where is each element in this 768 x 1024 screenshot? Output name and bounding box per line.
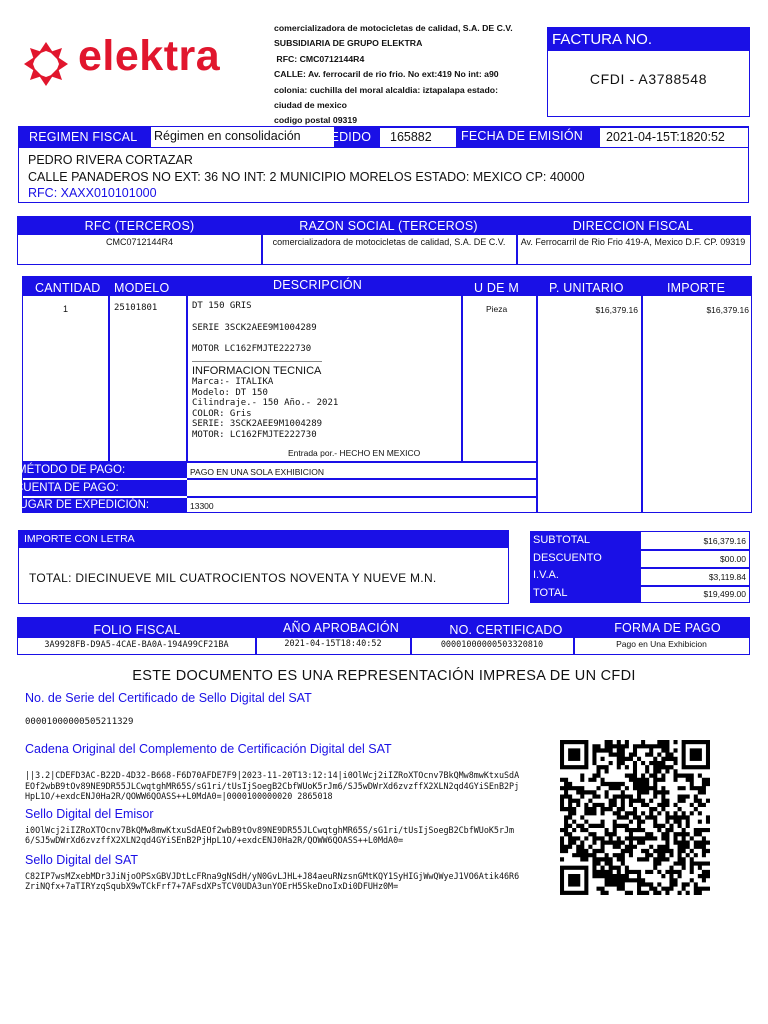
item-modelo: 25101801 <box>114 303 158 313</box>
total-value: $19,499.00 <box>703 589 746 599</box>
customer-address: CALLE PANADEROS NO EXT: 36 NO INT: 2 MUNICIPIO MORELOS ESTADO: MEXICO CP: 40000 <box>28 170 585 184</box>
serie-cert-value: 00001000000505211329 <box>25 717 134 727</box>
anio-aprobacion-label: AÑO APROBACIÓN <box>282 621 400 635</box>
metodo-pago-label: MÉTODO DE PAGO: <box>17 464 126 476</box>
issuer-line: SUBSIDIARIA DE GRUPO ELEKTRA <box>274 38 423 49</box>
fecha-value: 2021-04-15T:1820:52 <box>600 128 748 147</box>
descuento-label: DESCUENTO <box>533 552 602 564</box>
regimen-value: Régimen en consolidación <box>151 127 334 147</box>
issuer-line: codigo postal 09319 <box>274 115 358 126</box>
issuer-line: comercializadora de motocicletas de calidad, S.A. DE C.V. <box>274 23 513 33</box>
issuer-line: colonia: cuchilla del moral alcaldia: iztapalapa estado: <box>274 84 499 95</box>
col-cantidad: CANTIDAD <box>35 281 101 295</box>
item-cantidad: 1 <box>63 304 69 314</box>
cadena-label: Cadena Original del Complemento de Certificación Digital del SAT <box>25 742 392 756</box>
desc-entrada: Entrada por.- HECHO EN MEXICO <box>288 448 421 458</box>
no-certificado-label: NO. CERTIFICADO <box>449 623 563 637</box>
total-label: TOTAL <box>533 587 568 599</box>
col-modelo: MODELO <box>114 281 170 295</box>
terceros-table <box>17 216 751 265</box>
factura-label: FACTURA NO. <box>548 28 749 51</box>
col-descripcion: DESCRIPCIÓN <box>273 278 363 292</box>
forma-pago-value: Pago en Una Exhibicion <box>616 639 707 649</box>
cfdi-banner: ESTE DOCUMENTO ES UNA REPRESENTACIÓN IMPRESA DE UN CFDI <box>132 668 636 684</box>
issuer-block <box>274 21 544 129</box>
no-certificado-value: 00001000000503320810 <box>440 640 544 650</box>
pedido-value: 165882 <box>380 128 456 147</box>
terceros-header-rfc: RFC (TERCEROS) <box>84 219 195 233</box>
folio-fiscal-label: FOLIO FISCAL <box>93 623 181 637</box>
info-line: Modelo: DT 150 <box>192 387 268 398</box>
customer-box <box>18 126 749 203</box>
serie-cert-label: No. de Serie del Certificado de Sello Digital del SAT <box>25 691 312 705</box>
terceros-razon: comercializadora de motocicletas de calidad, S.A. DE C.V. <box>272 237 506 247</box>
cadena-value: ||3.2|CDEFD3AC-B22D-4D32-B668-F6D70AFDE7F9|2023-11-20T13:12:14|i0OlWcj2iIZRoXTOcnv7BkQMw8mwKtxuSdAEOf2wbB9tOv89NE9DR55JLCwqtghMR65S/sG1ri/tUsIjSoegB2CbfWUoK5rJm6/SJ5wDWrXd6zvzffX2XLN2qd4GYiSEnB2PjHpL1O/+exdcENJ0Ha2R/QOWW6QOASS++L0MdA0=|0000100000020 2865018 <box>25 770 520 801</box>
pedido-label: PEDIDO <box>322 130 372 144</box>
customer-name: PEDRO RIVERA CORTAZAR <box>28 153 193 167</box>
importe-letra-value: TOTAL: DIECINUEVE MIL CUATROCIENTOS NOVENTA Y NUEVE M.N. <box>29 571 437 585</box>
factura-value: CFDI - A3788548 <box>589 71 708 87</box>
folio-fiscal-value: 3A9928FB-D9A5-4CAE-BA0A-194A99CF21BA <box>44 640 229 650</box>
desc-title: DT 150 GRIS <box>192 301 252 311</box>
terceros-rfc: CMC0712144R4 <box>105 237 174 247</box>
iva-value: $3,119.84 <box>708 572 746 582</box>
info-line: Marca:- ITALIKA <box>192 377 274 387</box>
desc-serie: SERIE 3SCK2AEE9M1004289 <box>192 323 317 333</box>
importe-letra-box <box>18 530 509 604</box>
elektra-logo <box>20 32 260 92</box>
customer-rfc: RFC: XAXX010101000 <box>28 186 157 200</box>
sello-emisor-value: i0OlWcj2iIZRoXTOcnv7BkQMw8mwKtxuSdAEOf2wbB9tOv89NE9DR55JLCwqtghMR65S/sG1ri/tUsIjSoegB2CbfWUoK5rJm6/SJ5wDWrXd6zvzffX2XLN2qd4GYiSEnB2PjHpL1O/+exdcENJ0Ha2R/QOWW6QOASS++L0MdA0= <box>25 824 515 845</box>
info-line: SERIE: 3SCK2AEE9M1004289 <box>192 419 323 429</box>
col-unitario: P. UNITARIO <box>549 281 624 295</box>
elektra-mark-icon <box>20 38 72 90</box>
info-line: COLOR: Gris <box>192 408 252 419</box>
fecha-label: FECHA DE EMISIÓN <box>461 129 583 143</box>
col-importe: IMPORTE <box>667 281 726 295</box>
issuer-line: RFC: CMC0712144R4 <box>274 53 365 64</box>
cuenta-pago-label: CUENTA DE PAGO: <box>15 482 119 494</box>
info-line: Cilindraje.- 150 Año.- 2021 <box>192 398 339 408</box>
col-udm: U DE M <box>474 281 519 295</box>
info-lines <box>192 377 457 440</box>
cfdi-section <box>25 691 520 892</box>
qr-code-icon <box>560 740 710 895</box>
sello-sat-value: C82IP7wsMZxebMDr3JiNjoOPSxGBVJDtLcFRna9gNSdH/yN0GvLJHL+J84aeuRNzsnGMtKQY1SyHIGjWwQWyeJ1VO6Atik46R6ZriNQfx+7aTIRYzqSqubX9wTCkFrf7+7AFsdXPsTCV0UDA3unYOErH5SkeDnoIxDi0DFUHz0M= <box>25 870 520 891</box>
metodo-pago-value: PAGO EN UNA SOLA EXHIBICION <box>190 467 324 477</box>
item-unitario: $16,379.16 <box>595 305 638 315</box>
anio-aprobacion-value: 2021-04-15T18:40:52 <box>284 639 382 649</box>
info-title: INFORMACION TECNICA <box>192 365 322 377</box>
iva-label: I.V.A. <box>533 569 559 581</box>
item-importe: $16,379.16 <box>706 305 749 315</box>
desc-motor: MOTOR LC162FMJTE222730 <box>192 344 312 354</box>
descuento-value: $00.00 <box>720 554 746 564</box>
item-udm: Pieza <box>486 304 508 314</box>
terceros-header-razon: RAZON SOCIAL (TERCEROS) <box>299 219 478 233</box>
subtotal-label: SUBTOTAL <box>533 534 591 546</box>
qr-code <box>560 740 710 895</box>
lugar-expedicion-label: LUGAR DE EXPEDICIÓN: <box>13 499 150 511</box>
info-line: MOTOR: LC162FMJTE222730 <box>192 429 317 440</box>
items-table <box>13 276 752 513</box>
desc-divider <box>192 361 322 362</box>
sello-emisor-label: Sello Digital del Emisor <box>25 806 154 821</box>
regimen-label: REGIMEN FISCAL <box>29 130 138 144</box>
terceros-direccion: Av. Ferrocarril de Rio Frio 419-A, Mexico D.F. CP. 09319 <box>520 237 746 247</box>
sello-sat-label: Sello Digital del SAT <box>25 852 139 867</box>
terceros-header-direccion: DIRECCION FISCAL <box>572 219 694 233</box>
importe-letra-label: IMPORTE CON LETRA <box>19 531 508 548</box>
logo-text: elektra <box>78 32 221 80</box>
lugar-expedicion-value: 13300 <box>190 501 214 511</box>
subtotal-value: $16,379.16 <box>703 536 746 546</box>
factura-box <box>547 27 750 117</box>
totales-box <box>530 531 750 603</box>
forma-pago-label: FORMA DE PAGO <box>614 621 721 635</box>
item-description <box>192 301 457 458</box>
fiscal-table <box>17 617 750 655</box>
issuer-line: ciudad de mexico <box>274 100 347 111</box>
issuer-line: CALLE: Av. ferrocaril de rio frio. No ext:419 No int: a90 <box>274 69 499 80</box>
